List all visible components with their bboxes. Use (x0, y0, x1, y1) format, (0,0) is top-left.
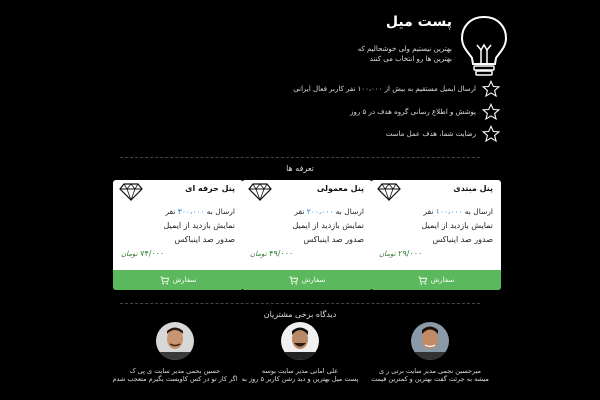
plan-price: ۴۹/۰۰۰ (269, 249, 294, 258)
plan-quantity-line (373, 207, 493, 216)
plan-send-prefix: ارسال به (464, 207, 493, 216)
feature-text: پوشش و اطلاع رسانی گروه هدف در ۵ روز (350, 108, 476, 116)
plan-feature: صدور صد اینباکس (432, 235, 493, 244)
plan-card-beginner (371, 180, 501, 290)
feature-item (293, 79, 500, 99)
plan-price-line (250, 249, 293, 258)
order-button[interactable] (242, 270, 372, 290)
plan-currency: تومان (121, 250, 138, 258)
plan-quantity: ۳۰۰،۰۰۰ (177, 207, 205, 216)
plan-quantity-line (115, 207, 235, 216)
testimonial-text: اگر کار تو در کس کاویست بگیرم متعجب شدم (112, 375, 238, 383)
cart-icon (289, 276, 298, 285)
star-icon (482, 80, 500, 98)
cart-icon (418, 276, 427, 285)
plan-unit: نفر (165, 207, 176, 216)
testimonial-text: میشه به جرئت گفت بهترین و کمترین قیمت (371, 375, 489, 383)
divider (120, 157, 480, 158)
testimonial (360, 322, 500, 383)
plan-quantity-line (244, 207, 364, 216)
feature-text: رضایت شما، هدف عمل ماست (385, 130, 476, 138)
diamond-icon (119, 183, 143, 201)
plan-name: پنل مبتدی (453, 184, 493, 193)
hero-subtitle (358, 44, 452, 64)
plan-feature: نمایش بازدید از ایمیل (421, 221, 493, 230)
avatar (156, 322, 194, 360)
plan-feature: صدور صد اینباکس (174, 235, 235, 244)
plans-title: تعرفه ها (286, 164, 314, 173)
testimonial (235, 322, 365, 383)
plan-currency: تومان (379, 250, 396, 258)
plan-card-regular (242, 180, 372, 290)
plan-quantity: ۱۰۰،۰۰۰ (435, 207, 463, 216)
avatar (411, 322, 449, 360)
testimonial-name: علی امانی مدیر سایت بوسه (261, 367, 339, 375)
order-button-label: سفارش (172, 276, 197, 284)
diamond-icon (248, 183, 272, 201)
testimonial-name: میرحسین نجمی مدیر سایت برتی ر ی (378, 367, 482, 375)
plan-name: پنل حرفه ای (185, 184, 235, 193)
testimonial-text: پست میل بهترین و دید رشن کاربر ۵ روز به (241, 375, 359, 383)
lightbulb-icon (458, 14, 510, 78)
feature-item (386, 124, 500, 144)
order-button[interactable] (113, 270, 243, 290)
plan-price: ۷۴/۰۰۰ (140, 249, 165, 258)
plan-unit: نفر (294, 207, 305, 216)
hero-title: پست میل (385, 14, 452, 30)
plan-price-line (121, 249, 164, 258)
feature-item (350, 102, 500, 122)
plan-feature: نمایش بازدید از ایمیل (292, 221, 364, 230)
plan-currency: تومان (250, 250, 267, 258)
order-button[interactable] (371, 270, 501, 290)
order-button-label: سفارش (430, 276, 455, 284)
star-icon (482, 103, 500, 121)
testimonial (110, 322, 240, 383)
plan-card-pro (113, 180, 243, 290)
order-button-label: سفارش (301, 276, 326, 284)
avatar (281, 322, 319, 360)
testimonials-title: دیدگاه برخی مشتریان (263, 310, 337, 319)
plan-quantity: ۲۰۰،۰۰۰ (306, 207, 334, 216)
diamond-icon (377, 183, 401, 201)
testimonial-name: حسین بحمی مدیر سایت ی پی ک (129, 367, 221, 375)
feature-text: ارسال ایمیل مستقیم به بیش از ۱۰۰،۰۰۰ نفر کاربر فعال ایرانی (293, 85, 476, 93)
hero-subtitle-line2: بهترین ها رو انتخاب می کنند (369, 55, 452, 63)
plan-unit: نفر (423, 207, 434, 216)
plan-price: ۲۹/۰۰۰ (398, 249, 423, 258)
plan-feature: نمایش بازدید از ایمیل (163, 221, 235, 230)
plan-send-prefix: ارسال به (335, 207, 364, 216)
star-icon (482, 125, 500, 143)
cart-icon (160, 276, 169, 285)
hero-subtitle-line1: بهترین نیستیم ولی خوشحالیم که (357, 45, 452, 53)
divider (120, 303, 480, 304)
plan-name: پنل معمولی (316, 184, 364, 193)
plan-feature: صدور صد اینباکس (303, 235, 364, 244)
plan-price-line (379, 249, 422, 258)
plan-send-prefix: ارسال به (206, 207, 235, 216)
